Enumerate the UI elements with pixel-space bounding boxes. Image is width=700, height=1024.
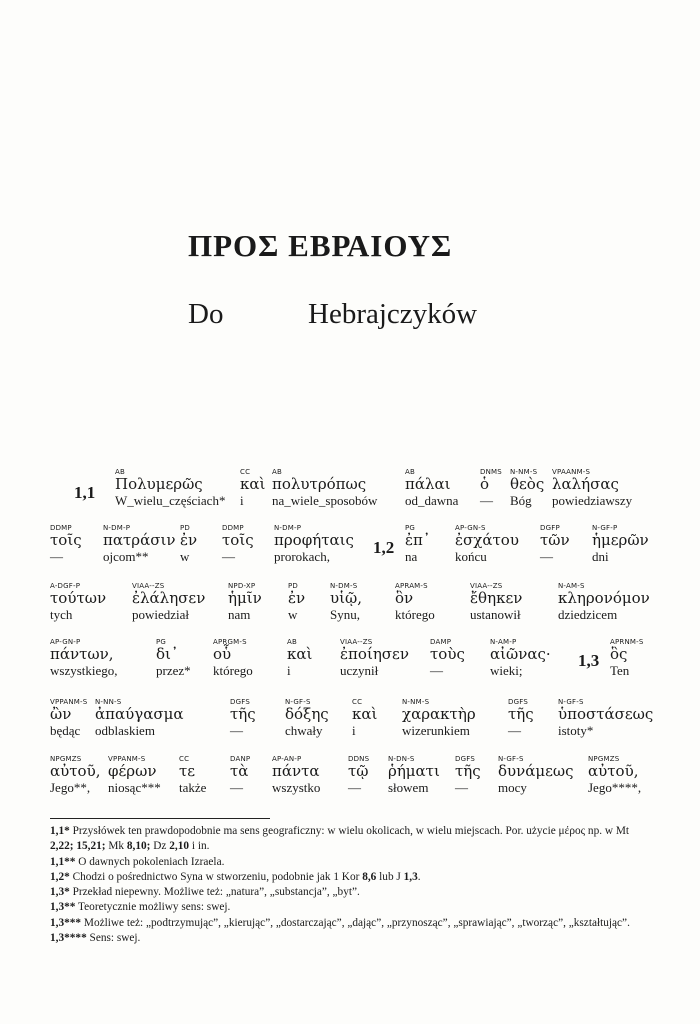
morphology-tag: DGFS <box>455 755 475 763</box>
greek-word: δυνάμεως <box>498 762 574 780</box>
greek-word: τῆς <box>455 762 481 780</box>
greek-word: πολυτρόπως <box>272 475 367 493</box>
interlinear-word <box>103 524 175 564</box>
interlinear-word <box>274 524 354 564</box>
polish-gloss: także <box>179 780 207 795</box>
morphology-tag: CC <box>240 468 251 476</box>
morphology-tag: N-GF-S <box>498 755 524 763</box>
footnote-citation: 8,6 <box>362 870 377 883</box>
morphology-tag: A-DGF-P <box>50 582 81 590</box>
polish-gloss: Jego****, <box>588 780 642 795</box>
morphology-tag: N-AM-S <box>558 582 585 590</box>
polish-gloss: — <box>508 723 521 738</box>
interlinear-word <box>288 582 305 622</box>
interlinear-word <box>156 638 191 678</box>
interlinear-word <box>455 524 519 564</box>
polish-gloss: przez* <box>156 663 191 678</box>
interlinear-word <box>230 698 256 738</box>
greek-word: ἡμῖν <box>228 589 262 607</box>
polish-gloss: wszystko <box>272 780 321 795</box>
footnote-text: Teoretycznie możliwy sens: swej. <box>75 901 231 914</box>
greek-word: προφήταις <box>274 531 354 549</box>
polish-gloss: Bóg <box>510 493 532 508</box>
morphology-tag: NPD-XP <box>228 582 256 590</box>
greek-word: θεὸς <box>510 475 545 493</box>
morphology-tag: DDMP <box>222 524 244 532</box>
morphology-tag: CC <box>352 698 363 706</box>
morphology-tag: DGFP <box>540 524 560 532</box>
polish-gloss: na_wiele_sposobów <box>272 493 378 508</box>
greek-word: οὗ <box>213 645 232 663</box>
polish-gloss: ustanowił <box>470 607 521 622</box>
polish-gloss: w <box>288 607 298 622</box>
footnote-ref: 1,3* <box>50 886 70 899</box>
greek-word: ἐλάλησεν <box>132 589 206 607</box>
interlinear-word <box>240 468 265 508</box>
interlinear-word <box>222 524 254 564</box>
polish-gloss: w <box>180 549 190 564</box>
footnote-text: O dawnych pokoleniach Izraela. <box>75 855 225 868</box>
polish-gloss: mocy <box>498 780 527 795</box>
polish-gloss: odblaskiem <box>95 723 155 738</box>
morphology-tag: N-NM-S <box>402 698 430 706</box>
polish-gloss: tych <box>50 607 73 622</box>
polish-gloss: Ten <box>610 663 630 678</box>
greek-word: φέρων <box>108 762 157 780</box>
interlinear-word <box>180 524 197 564</box>
polish-title-word-1: Do <box>188 298 224 330</box>
footnote <box>50 900 650 915</box>
morphology-tag: VPPANM-S <box>108 755 146 763</box>
greek-word: ὃν <box>395 589 414 607</box>
morphology-tag: DGFS <box>230 698 250 706</box>
greek-word: ὑποστάσεως <box>558 705 654 723</box>
morphology-tag: N-NM-S <box>510 468 538 476</box>
greek-word: τῷ <box>348 762 369 780</box>
morphology-tag: AB <box>405 468 415 476</box>
interlinear-word <box>610 638 644 678</box>
greek-word: τούτων <box>50 589 107 607</box>
morphology-tag: DGFS <box>508 698 528 706</box>
polish-gloss: — <box>348 780 361 795</box>
polish-gloss: wizerunkiem <box>402 723 470 738</box>
morphology-tag: AP-GN-S <box>455 524 486 532</box>
greek-word: ὢν <box>50 705 72 723</box>
interlinear-word <box>330 582 362 622</box>
greek-word: ἐν <box>180 531 198 549</box>
interlinear-word <box>455 755 481 795</box>
interlinear-word <box>50 582 106 622</box>
interlinear-word <box>50 638 118 678</box>
footnote-ref: 1,3**** <box>50 932 87 945</box>
morphology-tag: AB <box>115 468 125 476</box>
polish-gloss: istoty* <box>558 723 594 738</box>
footnote <box>50 885 650 900</box>
footnote <box>50 931 650 946</box>
polish-gloss: prorokach, <box>274 549 330 564</box>
interlinear-word <box>272 755 320 795</box>
interlinear-word <box>228 582 262 622</box>
verse-number-1-1: 1,1 <box>74 483 96 502</box>
verse-number-1-2: 1,2 <box>373 538 395 557</box>
greek-word: χαρακτὴρ <box>402 705 476 723</box>
interlinear-word <box>348 755 369 795</box>
morphology-tag: AP-AN-P <box>272 755 302 763</box>
greek-word: καὶ <box>240 475 266 493</box>
polish-gloss: dni <box>592 549 609 564</box>
greek-word: λαλήσας <box>552 475 619 493</box>
greek-word: καὶ <box>287 645 313 663</box>
interlinear-word <box>132 582 205 622</box>
greek-word: τῶν <box>540 531 570 549</box>
greek-word: ἡμερῶν <box>592 531 649 549</box>
polish-gloss: którego <box>213 663 253 678</box>
polish-gloss: uczynił <box>340 663 379 678</box>
polish-gloss: będąc <box>50 723 81 738</box>
polish-gloss: na <box>405 549 418 564</box>
morphology-tag: APRGM-S <box>213 638 247 646</box>
footnote-text: i in. <box>189 840 210 853</box>
interlinear-word <box>588 755 641 795</box>
interlinear-word <box>50 524 82 564</box>
interlinear-word <box>498 755 574 795</box>
polish-gloss: — <box>50 549 63 564</box>
morphology-tag: N-DN-S <box>388 755 415 763</box>
morphology-tag: DDNS <box>348 755 370 763</box>
interlinear-word <box>388 755 440 795</box>
interlinear-word <box>592 524 649 564</box>
interlinear-word <box>352 698 377 738</box>
polish-gloss: i <box>240 493 244 508</box>
interlinear-word <box>405 524 430 564</box>
polish-title-word-2: Hebrajczyków <box>308 298 478 330</box>
greek-word: δόξης <box>285 705 329 723</box>
interlinear-word <box>285 698 329 738</box>
morphology-tag: PD <box>288 582 299 590</box>
interlinear-word <box>395 582 435 622</box>
interlinear-word <box>95 698 183 738</box>
interlinear-word <box>470 582 522 622</box>
interlinear-word <box>50 755 100 795</box>
greek-word: πάντων, <box>50 645 114 663</box>
footnote <box>50 855 650 870</box>
greek-word: αὐτοῦ, <box>588 762 639 780</box>
polish-gloss: Synu, <box>330 607 360 622</box>
footnote-text: lub J <box>376 870 404 883</box>
greek-word: τῆς <box>230 705 256 723</box>
morphology-tag: VIAA--ZS <box>470 582 503 590</box>
morphology-tag: PG <box>156 638 167 646</box>
verse-number-1-3: 1,3 <box>578 651 600 670</box>
polish-gloss: — <box>430 663 443 678</box>
greek-word: καὶ <box>352 705 378 723</box>
greek-word: κληρονόμον <box>558 589 650 607</box>
polish-gloss: — <box>230 780 243 795</box>
morphology-tag: DANP <box>230 755 251 763</box>
polish-gloss: powiedział <box>132 607 190 622</box>
interlinear-word <box>490 638 551 678</box>
greek-word: Πολυμερῶς <box>115 475 203 493</box>
footnote-citation: 8,10; <box>126 840 151 853</box>
polish-gloss: powiedziawszy <box>552 493 633 508</box>
morphology-tag: AB <box>272 468 282 476</box>
morphology-tag: N-DM-P <box>274 524 302 532</box>
polish-gloss: chwały <box>285 723 323 738</box>
morphology-tag: VPAANM-S <box>552 468 591 476</box>
morphology-tag: PG <box>405 524 416 532</box>
greek-word: τὰ <box>230 762 249 780</box>
greek-word: τοῖς <box>50 531 82 549</box>
footnote-text: . <box>417 870 421 883</box>
footnote-text: Przekład niepewny. Możliwe też: „natura”, „substancja”, „byt”. <box>69 886 360 899</box>
morphology-tag: N-AM-P <box>490 638 517 646</box>
polish-gloss: — <box>480 493 493 508</box>
greek-word: δι᾽ <box>156 645 179 663</box>
greek-word: τῆς <box>508 705 534 723</box>
polish-gloss: — <box>540 549 553 564</box>
interlinear-word <box>340 638 409 678</box>
footnote-citation: 2,22; 15,21; <box>50 840 106 853</box>
footnote-ref: 1,3*** <box>50 916 82 929</box>
morphology-tag: AB <box>287 638 297 646</box>
greek-word: ἐποίησεν <box>340 645 409 663</box>
greek-word: ἐπ᾽ <box>405 531 431 549</box>
interlinear-word <box>540 524 570 564</box>
footnote-ref: 1,1** <box>50 855 76 868</box>
polish-gloss: i <box>352 723 356 738</box>
greek-word: ὁ <box>480 475 490 493</box>
greek-word: αἰῶνας· <box>490 645 551 663</box>
polish-gloss: Jego**, <box>50 780 91 795</box>
greek-word: ἐσχάτου <box>455 531 519 549</box>
morphology-tag: N-GF-P <box>592 524 618 532</box>
polish-gloss: wieki; <box>490 663 523 678</box>
polish-gloss: słowem <box>388 780 429 795</box>
footnote-text: Dz <box>150 840 170 853</box>
greek-word: τοὺς <box>430 645 465 663</box>
footnote <box>50 916 650 931</box>
polish-gloss: i <box>287 663 291 678</box>
interlinear-word <box>230 755 250 795</box>
morphology-tag: PD <box>180 524 191 532</box>
morphology-tag: NPGMZS <box>50 755 82 763</box>
morphology-tag: DNMS <box>480 468 502 476</box>
polish-gloss: W_wielu_częściach* <box>115 493 226 508</box>
interlinear-word <box>213 638 253 678</box>
interlinear-word <box>287 638 312 678</box>
morphology-tag: VPPANM-S <box>50 698 88 706</box>
polish-gloss: od_dawna <box>405 493 459 508</box>
interlinear-word <box>179 755 206 795</box>
polish-gloss: wszystkiego, <box>50 663 118 678</box>
footnote-citation: 2,10 <box>169 840 190 853</box>
morphology-tag: N-NN-S <box>95 698 122 706</box>
footnote-text: Przysłówek ten prawdopodobnie ma sens geograficzny: w wielu okolicach, w wielu miejscach. Por. użycie μέρος np. w Mt <box>69 825 630 837</box>
greek-word: ῥήματι <box>388 762 440 780</box>
morphology-tag: N-DM-S <box>330 582 358 590</box>
greek-word: ἀπαύγασμα <box>95 705 184 723</box>
morphology-tag: DAMP <box>430 638 452 646</box>
polish-gloss: którego <box>395 607 435 622</box>
footnote-ref: 1,3** <box>50 901 76 914</box>
morphology-tag: VIAA--ZS <box>340 638 373 646</box>
interlinear-word <box>108 755 161 795</box>
polish-gloss: — <box>222 549 235 564</box>
polish-gloss: — <box>230 723 243 738</box>
footnote-text: Chodzi o pośrednictwo Syna w stworzeniu, podobnie jak 1 Kor <box>69 870 363 883</box>
morphology-tag: APRAM-S <box>395 582 428 590</box>
morphology-tag: VIAA--ZS <box>132 582 165 590</box>
interlinear-word <box>402 698 476 738</box>
greek-word: πατράσιν <box>103 531 176 549</box>
greek-word: τε <box>179 762 196 780</box>
interlinear-word <box>552 468 632 508</box>
interlinear-word <box>558 698 653 738</box>
morphology-tag: DDMP <box>50 524 72 532</box>
footnote-ref: 1,1* <box>50 825 70 837</box>
greek-word: ἐν <box>288 589 306 607</box>
interlinear-word <box>272 468 377 508</box>
polish-gloss: końcu <box>455 549 487 564</box>
footnotes <box>50 824 650 946</box>
greek-word: πάλαι <box>405 475 451 493</box>
footnote <box>50 870 650 885</box>
polish-gloss: ojcom** <box>103 549 149 564</box>
footnote-ref: 1,2* <box>50 870 70 883</box>
morphology-tag: N-DM-P <box>103 524 131 532</box>
polish-gloss: niosąc*** <box>108 780 161 795</box>
greek-word: ἔθηκεν <box>470 589 523 607</box>
interlinear-word <box>510 468 544 508</box>
greek-word: πάντα <box>272 762 320 780</box>
greek-word: αὐτοῦ, <box>50 762 101 780</box>
greek-word: τοῖς <box>222 531 254 549</box>
interlinear-word <box>480 468 502 508</box>
interlinear-word <box>558 582 650 622</box>
interlinear-word <box>508 698 534 738</box>
footnote-text: Mk <box>105 840 127 853</box>
greek-word: υἱῷ, <box>330 589 362 607</box>
morphology-tag: NPGMZS <box>588 755 620 763</box>
greek-word: ὃς <box>610 645 628 663</box>
interlinear-word <box>50 698 87 738</box>
interlinear-word <box>405 468 458 508</box>
footnote-text: Możliwe też: „podtrzymując”, „kierując”, „dostarczając”, „dając”, „przynosząc”, „sprawiając”, „tworząc”, „kształtując”. <box>81 916 630 929</box>
morphology-tag: AP-GN-P <box>50 638 81 646</box>
footnote-text: Sens: swej. <box>86 932 141 945</box>
footnote-rule <box>50 818 270 819</box>
interlinear-word <box>430 638 465 678</box>
footnote-citation: 1,3 <box>403 870 418 883</box>
footnote <box>50 824 650 855</box>
polish-gloss: — <box>455 780 468 795</box>
morphology-tag: CC <box>179 755 190 763</box>
morphology-tag: APRNM-S <box>610 638 644 646</box>
morphology-tag: N-GF-S <box>285 698 311 706</box>
morphology-tag: N-GF-S <box>558 698 584 706</box>
polish-gloss: nam <box>228 607 251 622</box>
polish-gloss: dziedzicem <box>558 607 618 622</box>
greek-title: ΠΡΟΣ ΕΒΡΑΙΟΥΣ <box>188 228 453 263</box>
interlinear-word <box>115 468 225 508</box>
